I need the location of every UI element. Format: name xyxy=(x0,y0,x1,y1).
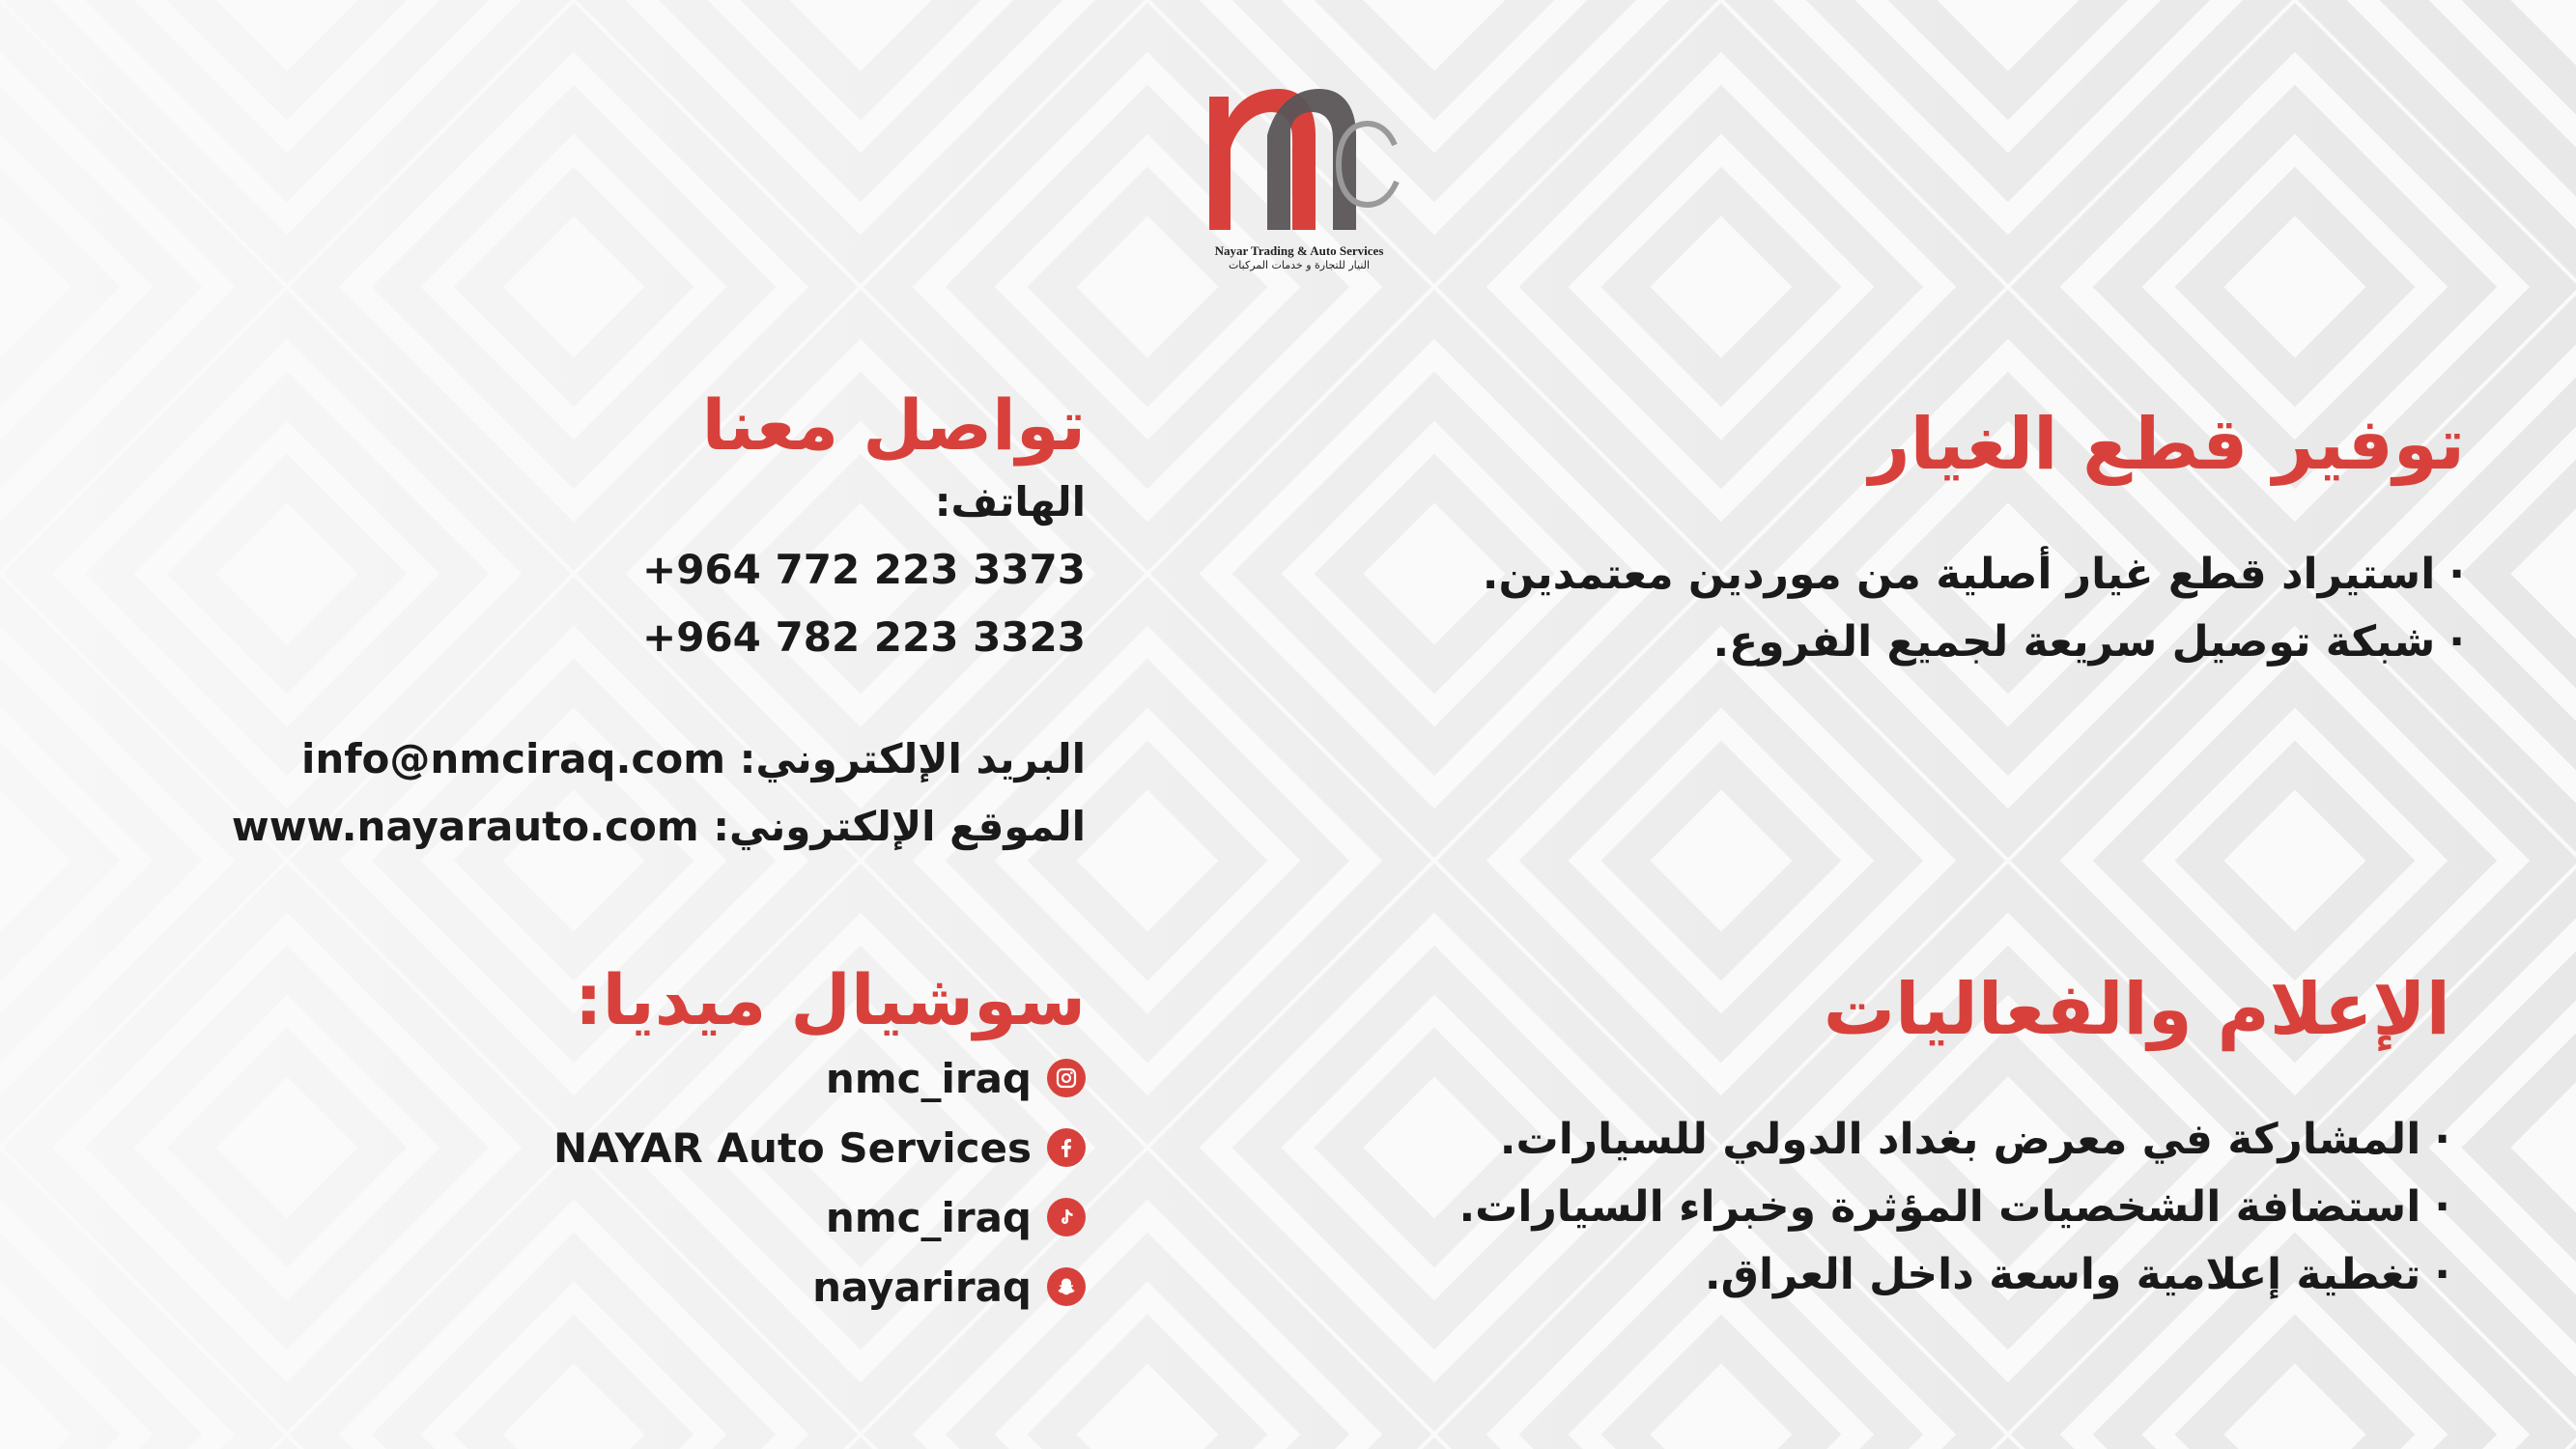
media-section xyxy=(1388,961,2450,1309)
logo-name-en: Nayar Trading & Auto Services xyxy=(1214,243,1384,258)
logo-name-ar: النيار للتجارة و خدمات المركبات xyxy=(1228,259,1371,271)
facebook-handle[interactable]: NAYAR Auto Services xyxy=(552,1123,1032,1172)
website-link[interactable]: www.nayarauto.com xyxy=(231,803,699,850)
facebook-icon xyxy=(1047,1128,1086,1167)
social-section xyxy=(120,956,1086,1321)
email-row xyxy=(120,725,1086,793)
media-title: الإعلام والفعاليات xyxy=(1823,968,2450,1051)
list-item: ·تغطية إعلامية واسعة داخل العراق. xyxy=(1704,1250,2450,1299)
list-item: ·المشاركة في معرض بغداد الدولي للسيارات. xyxy=(1499,1115,2450,1164)
instagram-icon xyxy=(1047,1059,1086,1097)
nmc-monogram xyxy=(1198,68,1401,242)
phone-number-2[interactable]: +964 782 223 3323 xyxy=(642,613,1086,661)
email-label: البريد الإلكتروني: xyxy=(739,735,1086,782)
social-item-snapchat[interactable] xyxy=(120,1252,1086,1321)
parts-section xyxy=(1402,396,2465,676)
tiktok-handle[interactable]: nmc_iraq xyxy=(825,1193,1032,1241)
snapchat-icon xyxy=(1047,1267,1086,1306)
instagram-handle[interactable]: nmc_iraq xyxy=(825,1054,1032,1102)
parts-bullet-list xyxy=(1402,541,2465,676)
social-item-tiktok[interactable] xyxy=(120,1182,1086,1252)
email-link[interactable]: info@nmciraq.com xyxy=(300,735,725,782)
phone-number-1[interactable]: +964 772 223 3373 xyxy=(642,546,1086,593)
contact-section xyxy=(120,382,1086,861)
social-title: سوشيال ميديا: xyxy=(574,959,1086,1040)
list-item: ·شبكة توصيل سريعة لجميع الفروع. xyxy=(1713,617,2465,667)
snapchat-handle[interactable]: nayariraq xyxy=(812,1263,1032,1311)
list-item: ·استضافة الشخصيات المؤثرة وخبراء السيارات. xyxy=(1458,1182,2450,1232)
website-label: الموقع الإلكتروني: xyxy=(713,803,1086,850)
media-bullet-list xyxy=(1388,1106,2450,1309)
company-logo xyxy=(1178,68,1420,299)
list-item: ·استيراد قطع غيار أصلية من موردين معتمدين. xyxy=(1482,550,2465,599)
social-item-instagram[interactable] xyxy=(120,1043,1086,1113)
contact-title: تواصل معنا xyxy=(701,384,1086,466)
phone-label: الهاتف: xyxy=(934,478,1086,526)
social-item-facebook[interactable] xyxy=(120,1113,1086,1182)
tiktok-icon xyxy=(1047,1198,1086,1236)
website-row xyxy=(120,793,1086,861)
parts-title: توفير قطع الغيار xyxy=(1868,403,2465,486)
